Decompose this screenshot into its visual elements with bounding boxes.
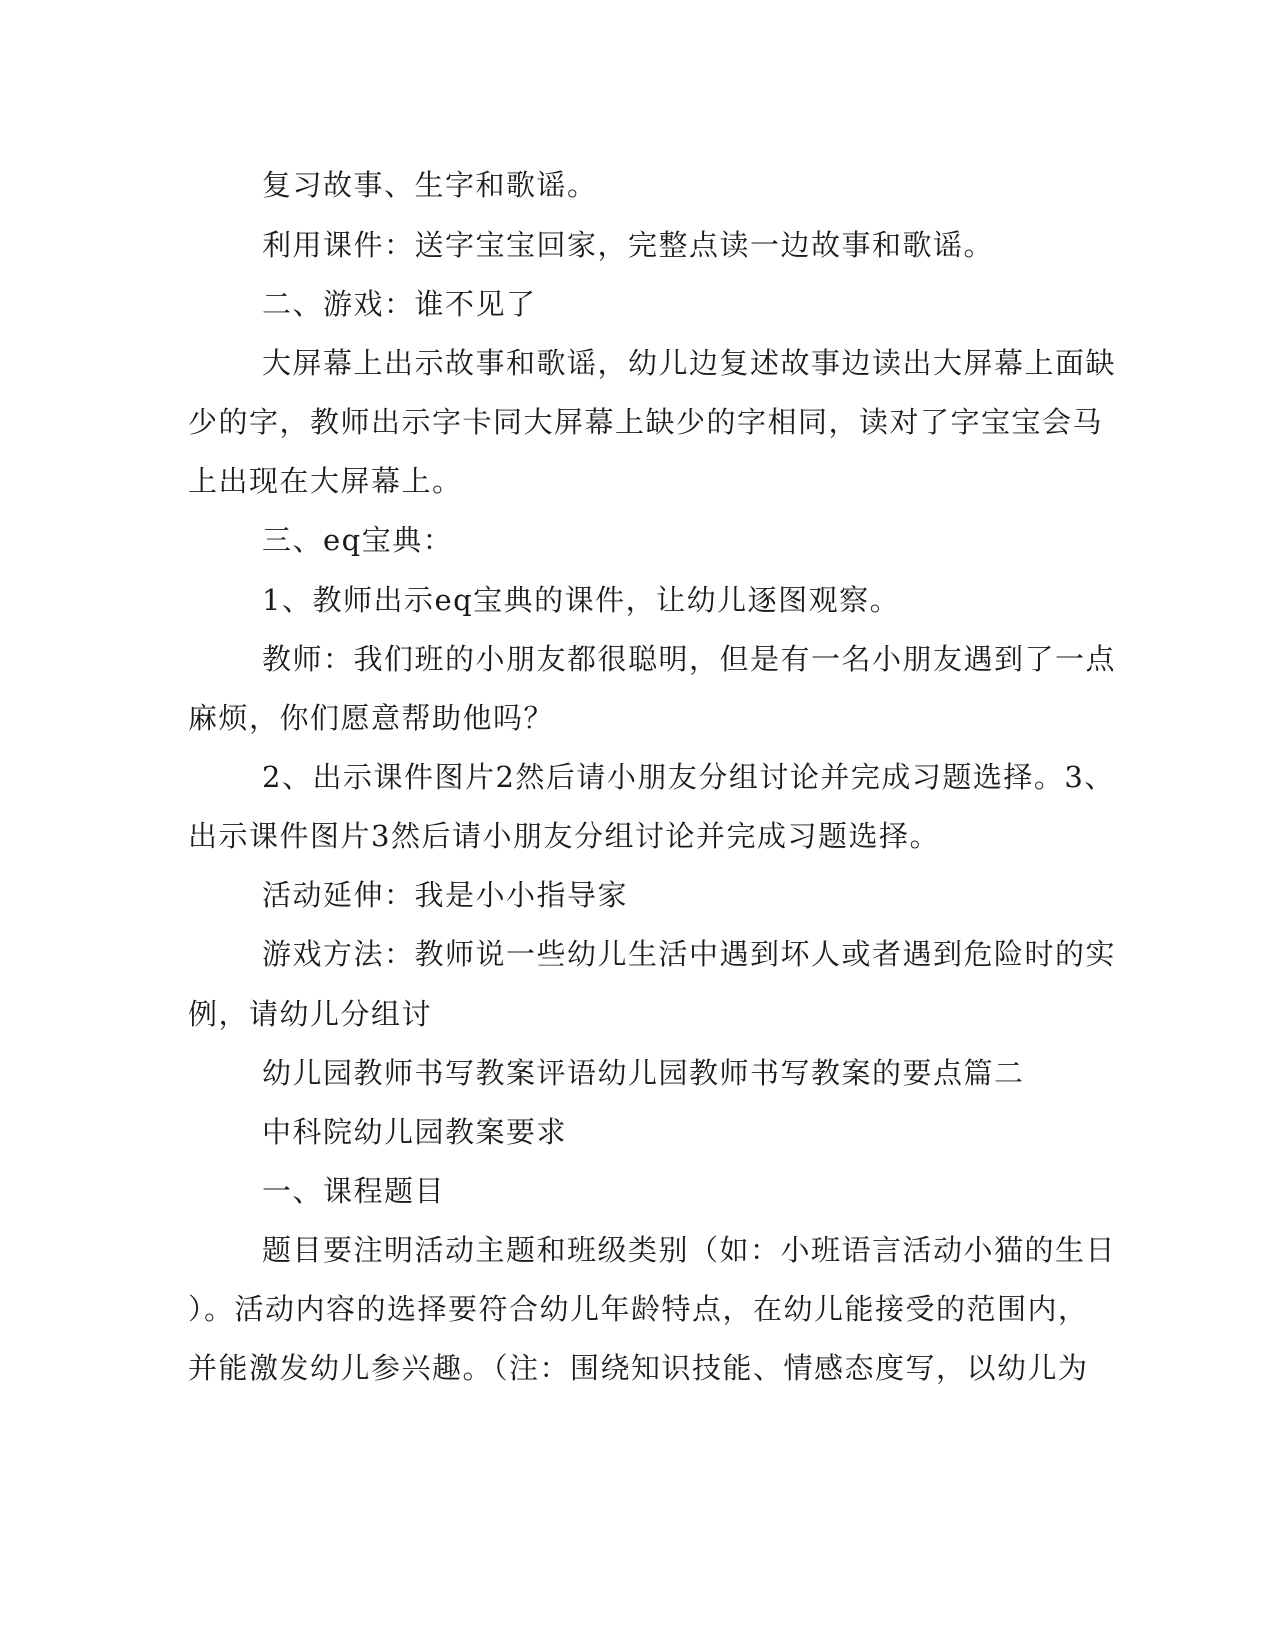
- text-line: 中科院幼儿园教案要求: [262, 1115, 568, 1149]
- section-heading: 一、课程题目: [262, 1174, 446, 1208]
- text-line: 复习故事、生字和歌谣。: [262, 168, 598, 202]
- text-line: 上出现在大屏幕上。: [188, 464, 463, 498]
- text-line: 大屏幕上出示故事和歌谣，幼儿边复述故事边读出大屏幕上面缺: [262, 346, 1117, 380]
- text-line: 利用课件：送字宝宝回家，完整点读一边故事和歌谣。: [262, 228, 995, 262]
- text-line: 2、出示课件图片2然后请小朋友分组讨论并完成习题选择。3、: [262, 760, 1115, 794]
- section-heading: 幼儿园教师书写教案评语幼儿园教师书写教案的要点篇二: [262, 1056, 1025, 1090]
- text-line: 教师：我们班的小朋友都很聪明，但是有一名小朋友遇到了一点: [262, 642, 1117, 676]
- text-line: 麻烦，你们愿意帮助他吗？: [188, 701, 555, 735]
- text-line: ）。活动内容的选择要符合幼儿年龄特点，在幼儿能接受的范围内，: [188, 1292, 1089, 1326]
- text-line: 题目要注明活动主题和班级类别（如：小班语言活动小猫的生日: [262, 1233, 1117, 1267]
- text-line: 1、教师出示eq宝典的课件，让幼儿逐图观察。: [262, 583, 901, 617]
- text-line: 例，请幼儿分组讨: [188, 997, 433, 1031]
- text-line: 出示课件图片3然后请小朋友分组讨论并完成习题选择。: [188, 819, 940, 853]
- section-heading: 二、游戏：谁不见了: [262, 287, 537, 321]
- text-line: 并能激发幼儿参兴趣。（注：围绕知识技能、情感态度写，以幼儿为: [188, 1351, 1089, 1385]
- text-line: 少的字，教师出示字卡同大屏幕上缺少的字相同，读对了字宝宝会马: [188, 405, 1104, 439]
- text-line: 游戏方法：教师说一些幼儿生活中遇到坏人或者遇到危险时的实: [262, 937, 1117, 971]
- text-line: 活动延伸：我是小小指导家: [262, 878, 629, 912]
- section-heading: 三、eq宝典：: [262, 523, 454, 557]
